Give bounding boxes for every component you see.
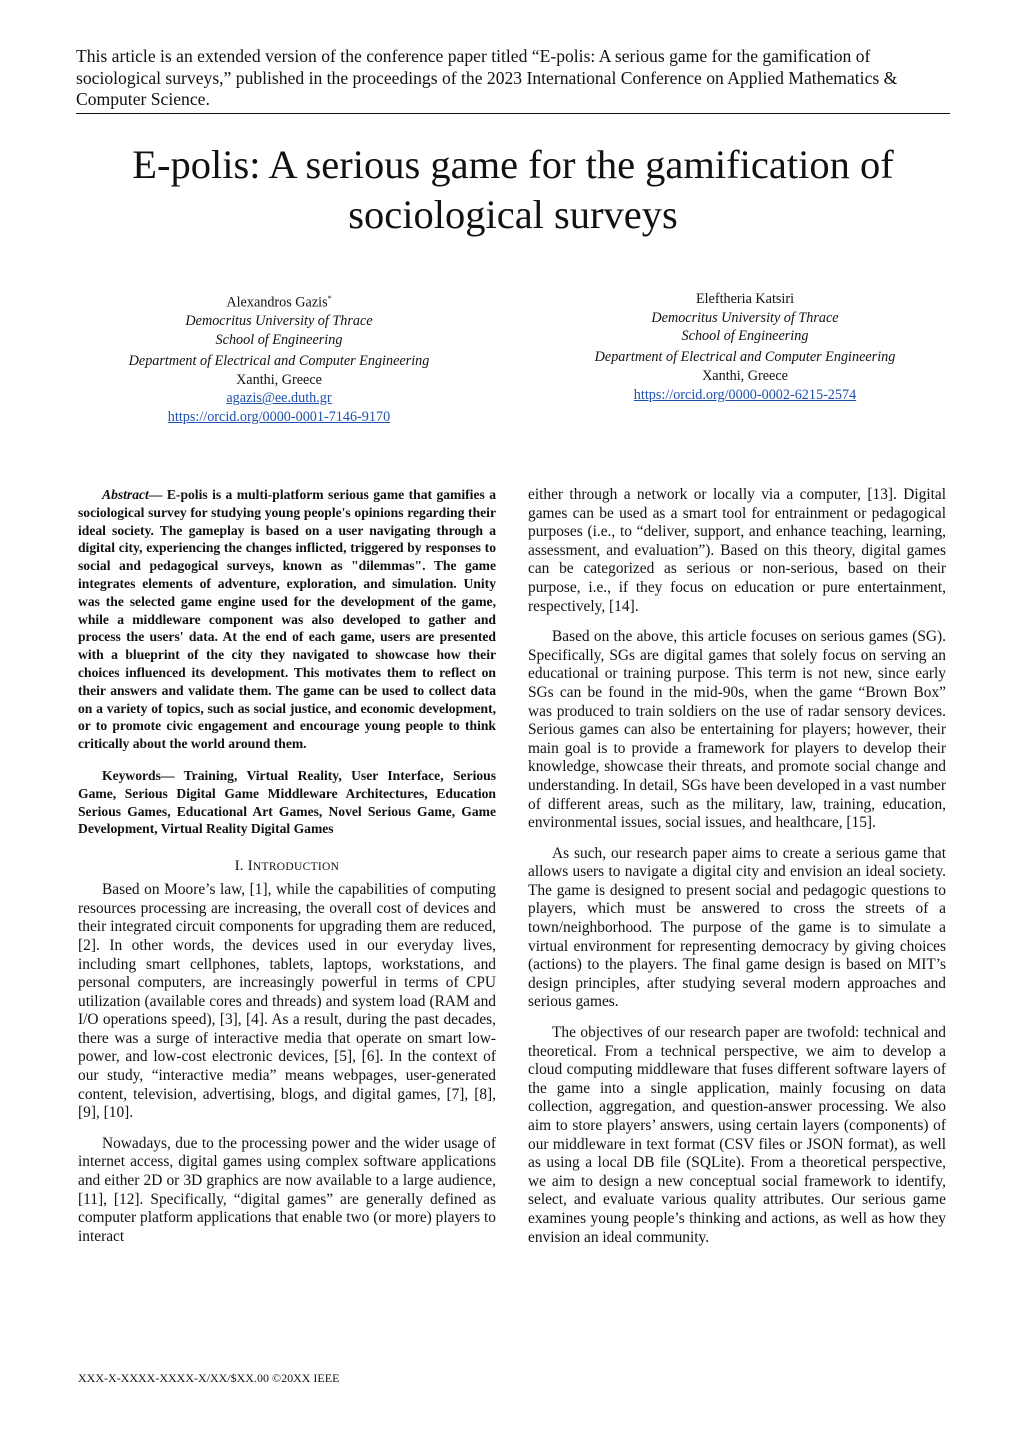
section-title-initial: I: [247, 858, 253, 875]
header-note: This article is an extended version of the conference paper titled “E-polis: A serious game for the gamification of sociological surveys,” published in the proceedings of the 2023 International Conference on Applied Mathematics & Computer Science.: [76, 46, 898, 109]
author-block-2: [580, 290, 910, 404]
keywords: [78, 767, 496, 838]
keywords-label: Keywords—: [102, 767, 175, 783]
author-email-link[interactable]: agazis@ee.duth.gr: [226, 390, 332, 407]
author-school: School of Engineering: [681, 328, 809, 345]
section-number: I.: [234, 858, 244, 875]
paragraph: The objectives of our research paper are twofold: technical and theoretical. From a technical perspective, we aim to develop a cloud computing middleware that fuses different software layers of the game into a single application, mainly focusing on data collection, aggregation, and question-answer processing. We also aim to store players’ answers, using certain layers (components) of our middleware in text format (CSV files or JSON format), as well as using a local DB file (SQLite). From a theoretical perspective, we aim to design a new conceptual social framework to identify, select, and evaluate various quality attributes. Our serious game examines young people’s thinking and actions, as well as how they envision an ideal community.: [528, 1024, 946, 1246]
left-body: [78, 881, 496, 1246]
paragraph: Based on the above, this article focuses on serious games (SG). Specifically, SGs are digital games that solely focus on serving an educational or training purpose. This term is not new, since early SGs can be found in the mid-90s, when the game “Brown Box” was produced to train soldiers on the use of radar sensory devices. Serious games can also be entertaining for players; however, their main goal is to provide a framework for players to develop their knowledge, showcase their threats, and promote social change and understanding. In detail, SGs have been developed in a vast number of different areas, such as the military, law, training, education, environmental issues, social issues, and healthcare, [15].: [528, 628, 946, 832]
abstract-label: Abstract—: [102, 487, 163, 502]
author-department: Department of Electrical and Computer Engineering: [594, 349, 896, 366]
keywords-text: Training, Virtual Reality, User Interface, Serious Game, Serious Digital Game Middleware Architectures, Education Serious Games, Educational Art Games, Novel Serious Game, Game Development, Virtual Reality Digital Games: [78, 767, 496, 837]
author-department: Department of Electrical and Computer Engineering: [128, 352, 430, 369]
title-line-2: sociological surveys: [348, 192, 678, 237]
left-column: [78, 486, 496, 1258]
author-location: Xanthi, Greece: [702, 367, 788, 384]
author-location: Xanthi, Greece: [236, 371, 322, 388]
paragraph: Based on Moore’s law, [1], while the capabilities of computing resources processing are increasing, the overall cost of devices and their integrated circuit components for upgrading them are reduced, [2]. In other words, the devices used in our everyday lives, including smart cellphones, tablets, laptops, workstations, and personal computers, are increasingly powerful in terms of CPU utilization (available cores and threads) and system load (RAM and I/O operations speed), [3], [4]. As a result, during the past decades, there was a surge of interactive media that operate on smart low-power, and low-cost electronic devices, [5], [6]. In the context of our study, “interactive media” means webpages, user-generated content, television, advertising, blogs, and digital games, [7], [8], [9], [10].: [78, 881, 496, 1122]
author-orcid-link[interactable]: https://orcid.org/0000-0002-6215-2574: [633, 386, 857, 403]
header-rule: [76, 113, 950, 114]
copyright-footer: XXX-X-XXXX-XXXX-X/XX/$XX.00 ©20XX IEEE: [78, 1371, 340, 1385]
author-university: Democritus University of Thrace: [185, 313, 373, 330]
author-block-1: [114, 290, 444, 427]
paragraph: either through a network or locally via a computer, [13]. Digital games can be used as a smart tool for entrainment or pedagogical purposes (i.e., to “deliver, support, and enhance teaching, learning, assessment, and evaluation”). Based on this theory, digital games can be categorized as serious or non-serious, based on their purpose, i.e., if they focus on education or pure entertainment, respectively, [14].: [528, 486, 946, 615]
section-heading: [78, 858, 496, 875]
paragraph: As such, our research paper aims to create a serious game that allows users to navigate a digital city and envision an ideal society. The game is designed to present social and pedagogic questions to players, which must be answered to cross the streets of a town/neighborhood. The purpose of the game is to simulate a virtual environment for representing democracy by giving choices (actions) to the players. The final game design is based on MIT’s design principles, after studying several modern approaches and serious games.: [528, 844, 946, 1011]
section-title-rest: NTRODUCTION: [252, 861, 340, 874]
corresponding-mark: *: [327, 294, 332, 303]
author-university: Democritus University of Thrace: [651, 309, 839, 326]
paragraph: Nowadays, due to the processing power and the wider usage of internet access, digital games using complex software applications and either 2D or 3D graphics are now available to a large audience, [11], [12]. Specifically, “digital games” are generally defined as computer platform applications that enable two (or more) players to interact: [78, 1134, 496, 1245]
author-name: Alexandros Gazis: [226, 294, 328, 311]
abstract-text: E-polis is a multi-platform serious game that gamifies a sociological survey for studying young people's opinions regarding their ideal society. The gameplay is based on a user navigating through a digital city, experiencing the changes inflicted, triggered by responses to social and pedagogical surveys, known as "dilemmas". The game integrates elements of adventure, exploration, and simulation. Unity was the selected game engine used for the development of the game, while a middleware component was also developed to gather and process the users' data. At the end of each game, users are presented with a blueprint of the city they navigated to showcase how their choices influenced its development. This motivates them to reflect on their answers and validate them. The game can be used to collect data on a variety of topics, such as social justice, and economic development, or to promote civic engagement and encourage young people to think critically about the world around them.: [78, 487, 496, 752]
right-column: [528, 486, 946, 1259]
abstract: [78, 486, 496, 753]
author-name: Eleftheria Katsiri: [695, 291, 795, 307]
author-orcid-link[interactable]: https://orcid.org/0000-0001-7146-9170: [167, 408, 391, 425]
author-school: School of Engineering: [215, 332, 343, 349]
title-line-1: E-polis: A serious game for the gamification of: [132, 142, 894, 187]
paper-title: [76, 140, 950, 240]
